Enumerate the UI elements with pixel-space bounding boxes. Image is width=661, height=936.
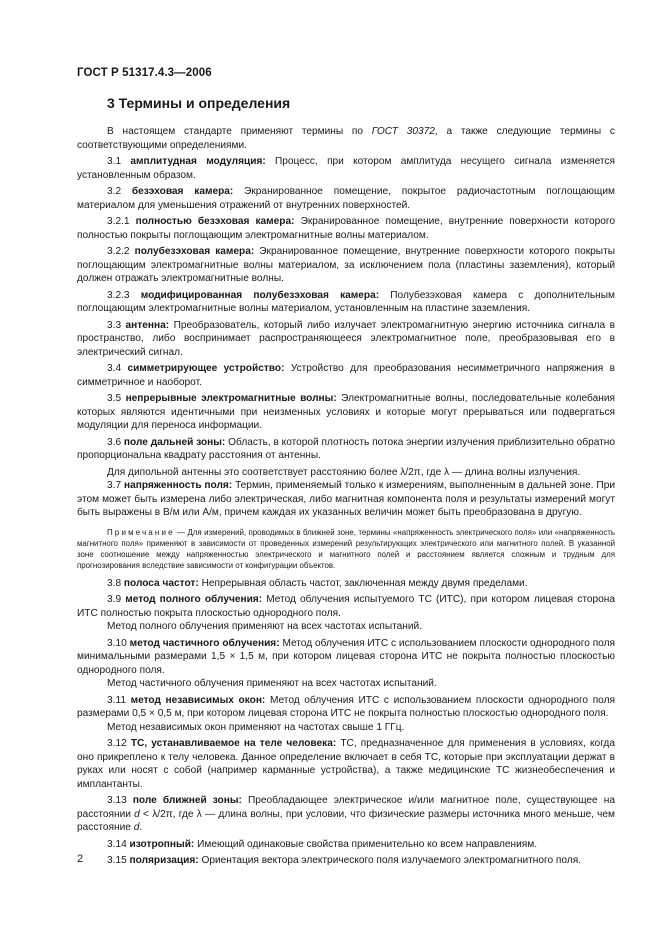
- term-3-4: 3.4 симметрирующее устройство: Устройство для преобразования несимметричного напряжения в симметричное и наоборот.: [77, 363, 615, 388]
- section-title: 3 Термины и определения: [107, 95, 291, 111]
- term-3-12: 3.12 ТС, устанавливаемое на теле человека: ТС, предназначенное для применения в условиях, когда оно прикреплено к телу человека. Данное определение включает в себя ТС, которые при эксплуатации держат в руках или носят с собой (например карманные устройства), а также медицинские ТС жизнеобеспечения и имплантанты.: [77, 738, 615, 790]
- document-body: [77, 125, 615, 868]
- term-3-3: 3.3 антенна: Преобразователь, который либо излучает электромагнитную энергию источника сигнала в пространство, либо воспринимает распространяющееся электромагнитное поле, преобразовывая его в электрический сигнал.: [77, 319, 615, 358]
- term-3-14: 3.14 изотропный: Имеющий одинаковые свойства применительно ко всем направлениям.: [107, 838, 538, 850]
- note-paragraph: Примечание — Для измерений, проводимых в ближней зоне, термины «напряженность электрического поля» или «напряженность магнитного поля» применяют в зависимости от проведенных измерений результирующих электрического или магнитного полей. В указанной зоне соотношение между напряженностью электрического и магнитного полей и расстоянием является сложным и трудным для прогнозирования вследствие зависимости от конфигурации объектов.: [77, 527, 615, 570]
- term-3-9-extra: Метод полного облучения применяют на всех частотах испытаний.: [107, 621, 423, 632]
- term-3-11: 3.11 метод независимых окон: Метод облучения ИТС с использованием плоскости однородного поля размерами 0,5 × 0,5 м, при котором лицевая сторона ИТС не покрыта полностью плоскостью однородного поля.: [77, 694, 615, 719]
- term-3-13: 3.13 поле ближней зоны: Преобладающее электрическое и/или магнитное поле, существующее на расстоянии d < λ/2π, где λ — длина волны, при условии, что физические размеры источника много меньше, чем расстояние d.: [77, 795, 615, 833]
- document-header: ГОСТ Р 51317.4.3—2006: [77, 67, 212, 79]
- term-3-15: 3.15 поляризация: Ориентация вектора электрического поля излучаемого электромагнитного поля.: [107, 855, 582, 866]
- term-3-5: 3.5 непрерывные электромагнитные волны: Электромагнитные волны, последовательные колебания которых являются идентичными при неизменных условиях и которые могут прерываться или подвергаться модуляции для переноса информации.: [77, 393, 615, 431]
- page-number: 2: [77, 853, 84, 865]
- term-3-7: 3.7 напряженность поля: Термин, применяемый только к измерениям, выполненным в дальней зоне. При этом может быть измерена либо электрическая, либо магнитная компонента поля и результаты измерений могут быть выражены в В/м или А/м, причем каждая их указанных величин может быть преобразована в другую.: [77, 480, 615, 518]
- term-3-8: 3.8 полоса частот: Непрерывная область частот, заключенная между двумя пределами.: [107, 577, 528, 589]
- term-3-2: 3.2 безэховая камера: Экранированное помещение, покрытое радиочастотным поглощающим материалом для уменьшения отражений от внутренних поверхностей.: [77, 186, 615, 211]
- dipole-note: Для дипольной антенны это соответствует расстоянию более λ/2π, где λ — длина волны излучения.: [107, 466, 581, 478]
- term-3-6: 3.6 поле дальней зоны: Область, в которой плотность потока энергии излучения приблизительно обратно пропорциональна квадрату расстояния от антенны.: [77, 436, 615, 461]
- term-3-9: 3.9 метод полного облучения: Метод облучения испытуемого ТС (ИТС), при котором лицевая сторона ИТС полностью покрыта плоскостью однородного поля.: [77, 594, 615, 619]
- note-label: Примечание: [107, 527, 175, 537]
- term-3-2-3: 3.2.3 модифицированная полубезэховая камера: Полубезэховая камера с дополнительным поглощающим электромагнитные волны материалом, установленным на пластине заземления.: [77, 289, 615, 314]
- term-3-11-extra: Метод независимых окон применяют на частотах свыше 1 ГГц.: [107, 721, 405, 733]
- intro-paragraph: В настоящем стандарте применяют термины по ГОСТ 30372, а также следующие термины с соответствующими определениями.: [77, 126, 615, 151]
- term-3-2-1: 3.2.1 полностью безэховая камера: Экранированное помещение, внутренние поверхности которого полностью покрыты поглощающим электромагнитные волны материалом.: [77, 216, 616, 241]
- term-3-10: 3.10 метод частичного облучения: Метод облучения ИТС с использованием плоскости однородного поля минимальными размерами 1,5 × 1,5 м, при котором лицевая сторона ИТС не покрыта полностью плоскостью однородного поля.: [77, 637, 615, 676]
- term-3-10-extra: Метод частичного облучения применяют на всех частотах испытаний.: [107, 678, 437, 689]
- term-3-1: 3.1 амплитудная модуляция: Процесс, при котором амплитуда несущего сигнала изменяется установленным образом.: [77, 156, 615, 181]
- term-3-2-2: 3.2.2 полубезэховая камера: Экранированное помещение, внутренние поверхности которого покрыты поглощающим электромагнитные волны материалом, за исключением пола (пластины заземления), который должен отражать электромагнитные волны.: [77, 246, 615, 284]
- standard-reference: ГОСТ 30372: [371, 126, 435, 137]
